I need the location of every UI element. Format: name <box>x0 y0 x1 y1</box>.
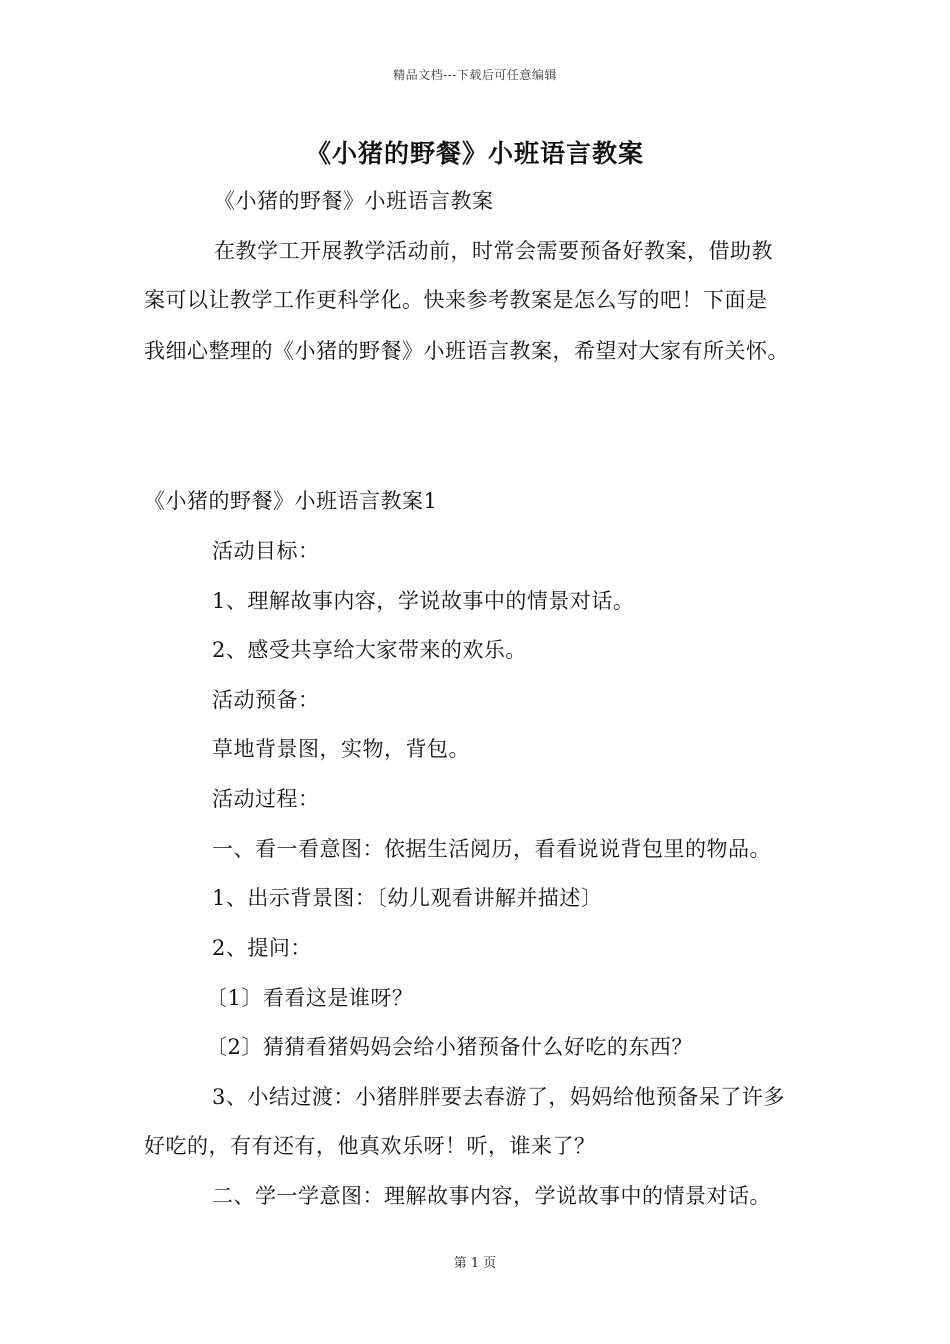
page-number: 第 1 页 <box>453 1256 497 1271</box>
body-line: 活动过程： <box>212 787 320 811</box>
intro-line: 在教学工开展教学活动前，时常会需要预备好教案，借助教 <box>214 239 773 263</box>
document-title: 《小猪的野餐》小班语言教案 <box>305 139 644 168</box>
body-line: 一、看一看意图：依据生活阅历，看看说说背包里的物品。 <box>212 837 771 861</box>
intro-line: 案可以让教学工作更科学化。快来参考教案是怎么写的吧！下面是 <box>144 288 768 312</box>
body-line: 草地背景图，实物，背包。 <box>212 737 470 761</box>
intro-line: 我细心整理的《小猪的野餐》小班语言教案，希望对大家有所关怀。 <box>144 339 789 363</box>
document-subtitle: 《小猪的野餐》小班语言教案 <box>214 189 494 213</box>
page-header: 精品文档---下载后可任意编辑 <box>393 68 557 82</box>
body-line: 1、出示背景图：〔幼儿观看讲解并描述〕 <box>212 886 603 910</box>
section-title: 《小猪的野餐》小班语言教案1 <box>144 489 438 513</box>
body-line: 2、感受共享给大家带来的欢乐。 <box>212 638 527 662</box>
body-line: 二、学一学意图：理解故事内容，学说故事中的情景对话。 <box>212 1184 771 1208</box>
body-line: 3、小结过渡：小猪胖胖要去春游了，妈妈给他预备呆了许多 <box>212 1085 785 1109</box>
body-line: 活动预备： <box>212 688 320 712</box>
body-line: 〔1〕看看这是谁呀？ <box>206 986 414 1010</box>
body-line: 好吃的，有有还有，他真欢乐呀！听，谁来了？ <box>144 1134 596 1158</box>
body-line: 1、理解故事内容，学说故事中的情景对话。 <box>212 589 635 613</box>
body-line: 2、提问： <box>212 936 312 960</box>
body-line: 活动目标： <box>212 539 320 563</box>
body-line: 〔2〕猜猜看猪妈妈会给小猪预备什么好吃的东西？ <box>206 1035 693 1059</box>
